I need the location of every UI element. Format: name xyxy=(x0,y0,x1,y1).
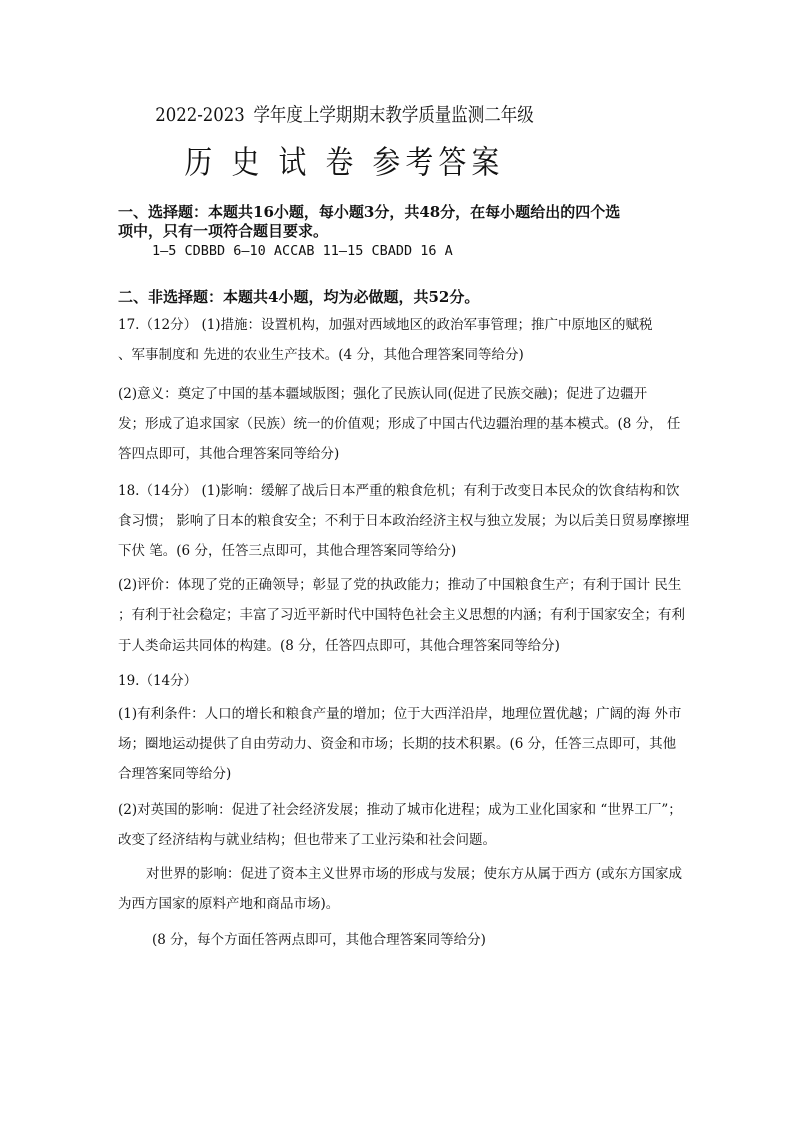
q17-part2: (2)意义：奠定了中国的基本疆域版图；强化了民族认同(促进了民族交融)；促进了边疆开 xyxy=(118,386,648,402)
choice-answers: 1—5 CDBBD 6—10 ACCAB 11—15 CBADD 16 A xyxy=(152,243,453,259)
page-title: 历 史 试 卷 参考答案 xyxy=(184,143,505,181)
section1-heading: 一、选择题：本题共16小题，每小题3分，共48分，在每小题给出的四个选 xyxy=(118,203,621,221)
q19-world-impact-cont: 为西方国家的原料产地和商品市场)。 xyxy=(118,896,340,912)
section2-heading: 二、非选择题：本题共4小题，均为必做题，共52分。 xyxy=(118,288,480,306)
q18-part2: (2)评价：体现了党的正确领导；彰显了党的执政能力；推动了中国粮食生产；有利于国计 民生 xyxy=(118,577,682,593)
q19-part2-cont: 改变了经济结构与就业结构；但也带来了工业污染和社会问题。 xyxy=(118,832,496,848)
q19-part1-cont: 场；圈地运动提供了自由劳动力、资金和市场；长期的技术积累。(6 分，任答三点即可，其他 xyxy=(118,736,677,752)
q19-heading: 19.（14分） xyxy=(118,673,198,689)
q19-part1: (1)有利条件：人口的增长和粮食产量的增加；位于大西洋沿岸，地理位置优越；广阔的海 外市 xyxy=(118,706,682,722)
q18-part1-cont: 食习惯； 影响了日本的粮食安全；不利于日本政治经济主权与独立发展；为以后美日贸易摩擦埋 xyxy=(118,513,690,529)
q19-part1-end: 合理答案同等给分) xyxy=(118,766,232,782)
q19-part2: (2)对英国的影响：促进了社会经济发展；推动了城市化进程；成为工业化国家和 “世界工厂”； xyxy=(118,802,682,818)
q17-part1-cont: 、军事制度和 先进的农业生产技术。(4 分，其他合理答案同等给分) xyxy=(118,347,524,363)
q18-part2-cont: ；有利于社会稳定；丰富了习近平新时代中国特色社会主义思想的内涵；有利于国家安全；有利 xyxy=(118,607,685,623)
q18-part1-end: 下伏 笔。(6 分，任答三点即可，其他合理答案同等给分) xyxy=(118,543,457,559)
q18-part1: 18.（14分） (1)影响：缓解了战后日本严重的粮食危机；有利于改变日本民众的饮食结构和饮 xyxy=(118,483,680,499)
exam-year-title: 2022-2023 学年度上学期期末教学质量监测二年级 xyxy=(155,104,534,126)
q17-part1: 17.（12分） (1)措施：设置机构，加强对西域地区的政治军事管理；推广中原地区的赋税 xyxy=(118,317,653,333)
q19-world-impact: 对世界的影响：促进了资本主义世界市场的形成与发展；使东方从属于西方 (或东方国家成 xyxy=(146,866,683,882)
q19-scoring-note: (8 分，每个方面任答两点即可，其他合理答案同等给分) xyxy=(152,932,486,948)
q18-part2-end: 于人类命运共同体的构建。(8 分，任答四点即可，其他合理答案同等给分) xyxy=(118,638,560,654)
q17-part2-cont: 发；形成了追求国家（民族）统一的价值观；形成了中国古代边疆治理的基本模式。(8 分， 任 xyxy=(118,416,681,432)
q17-part2-end: 答四点即可，其他合理答案同等给分) xyxy=(118,446,340,462)
section1-heading-cont: 项中，只有一项符合题目要求。 xyxy=(118,222,329,240)
